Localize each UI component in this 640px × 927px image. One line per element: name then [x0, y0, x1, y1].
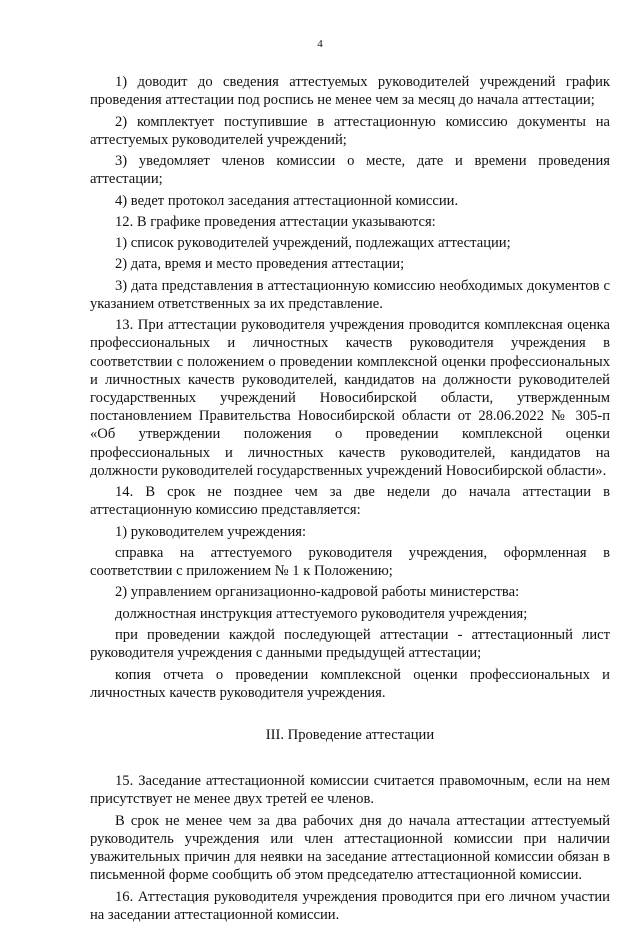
paragraph: 1) список руководителей учреждений, подлежащих аттестации; — [115, 235, 511, 252]
paragraph: 2) дата, время и место проведения аттестации; — [115, 256, 405, 273]
page-number: 4 — [317, 38, 323, 50]
paragraph: должностная инструкция аттестуемого руководителя учреждения; — [115, 605, 528, 622]
paragraph: 13. При аттестации руководителя учреждения проводится комплексная оценка профессиональных и личностных качеств руководителя учреждения в соответствии с положением о проведении комплексной оценки профессиональных и личностных качеств руководителей, кандидатов на должности руководителей государственных учреждений Новосибирской области, утвержденным постановлением Правительства Новосибирской области от 28.06.2022 № 305-п «Об утверждении положения о проведении комплексной оценки профессиональных и личностных качеств руководителей, кандидатов на должности руководителей государственных учреждений Новосибирской области». — [90, 317, 610, 479]
paragraph: 1) руководителем учреждения: — [115, 523, 307, 540]
section-heading: III. Проведение аттестации — [265, 727, 435, 743]
paragraph: 12. В графике проведения аттестации указываются: — [115, 213, 436, 230]
paragraph: 2) комплектует поступившие в аттестационную комиссию документы на аттестуемых руководителей учреждений; — [90, 113, 610, 148]
paragraph: при проведении каждой последующей аттестации - аттестационный лист руководителя учреждения с данными предыдущей аттестации; — [90, 627, 610, 662]
paragraph: 3) уведомляет членов комиссии о месте, дате и времени проведения аттестации; — [90, 153, 610, 188]
paragraph: В срок не менее чем за два рабочих дня до начала аттестации аттестуемый руководитель учреждения или член аттестационной комиссии при наличии уважительных причин для неявки на заседание аттестационной комиссии обязан в письменной форме сообщить об этом председателю аттестационной комиссии. — [90, 812, 610, 884]
paragraph: 2) управлением организационно-кадровой работы министерства: — [115, 584, 520, 601]
paragraph: 16. Аттестация руководителя учреждения проводится при его личном участии на заседании аттестационной комиссии. — [90, 888, 610, 923]
paragraph: 3) дата представления в аттестационную комиссию необходимых документов с указанием ответственных за их представление. — [90, 277, 610, 312]
document-body — [90, 73, 610, 927]
paragraph: 15. Заседание аттестационной комиссии считается правомочным, если на нем присутствует не менее двух третей ее членов. — [90, 773, 610, 808]
paragraph: копия отчета о проведении комплексной оценки профессиональных и личностных качеств руководителя учреждения. — [90, 666, 610, 701]
spacer — [90, 705, 610, 716]
paragraph: 1) доводит до сведения аттестуемых руководителей учреждений график проведения аттестации под роспись не менее чем за месяц до начала аттестации; — [90, 74, 610, 109]
paragraph: 14. В срок не позднее чем за две недели до начала аттестации в аттестационную комиссию представляется: — [90, 484, 610, 519]
paragraph: 4) ведет протокол заседания аттестационной комиссии. — [115, 192, 459, 209]
paragraph: справка на аттестуемого руководителя учреждения, оформленная в соответствии с приложением № 1 к Положению; — [90, 544, 610, 580]
